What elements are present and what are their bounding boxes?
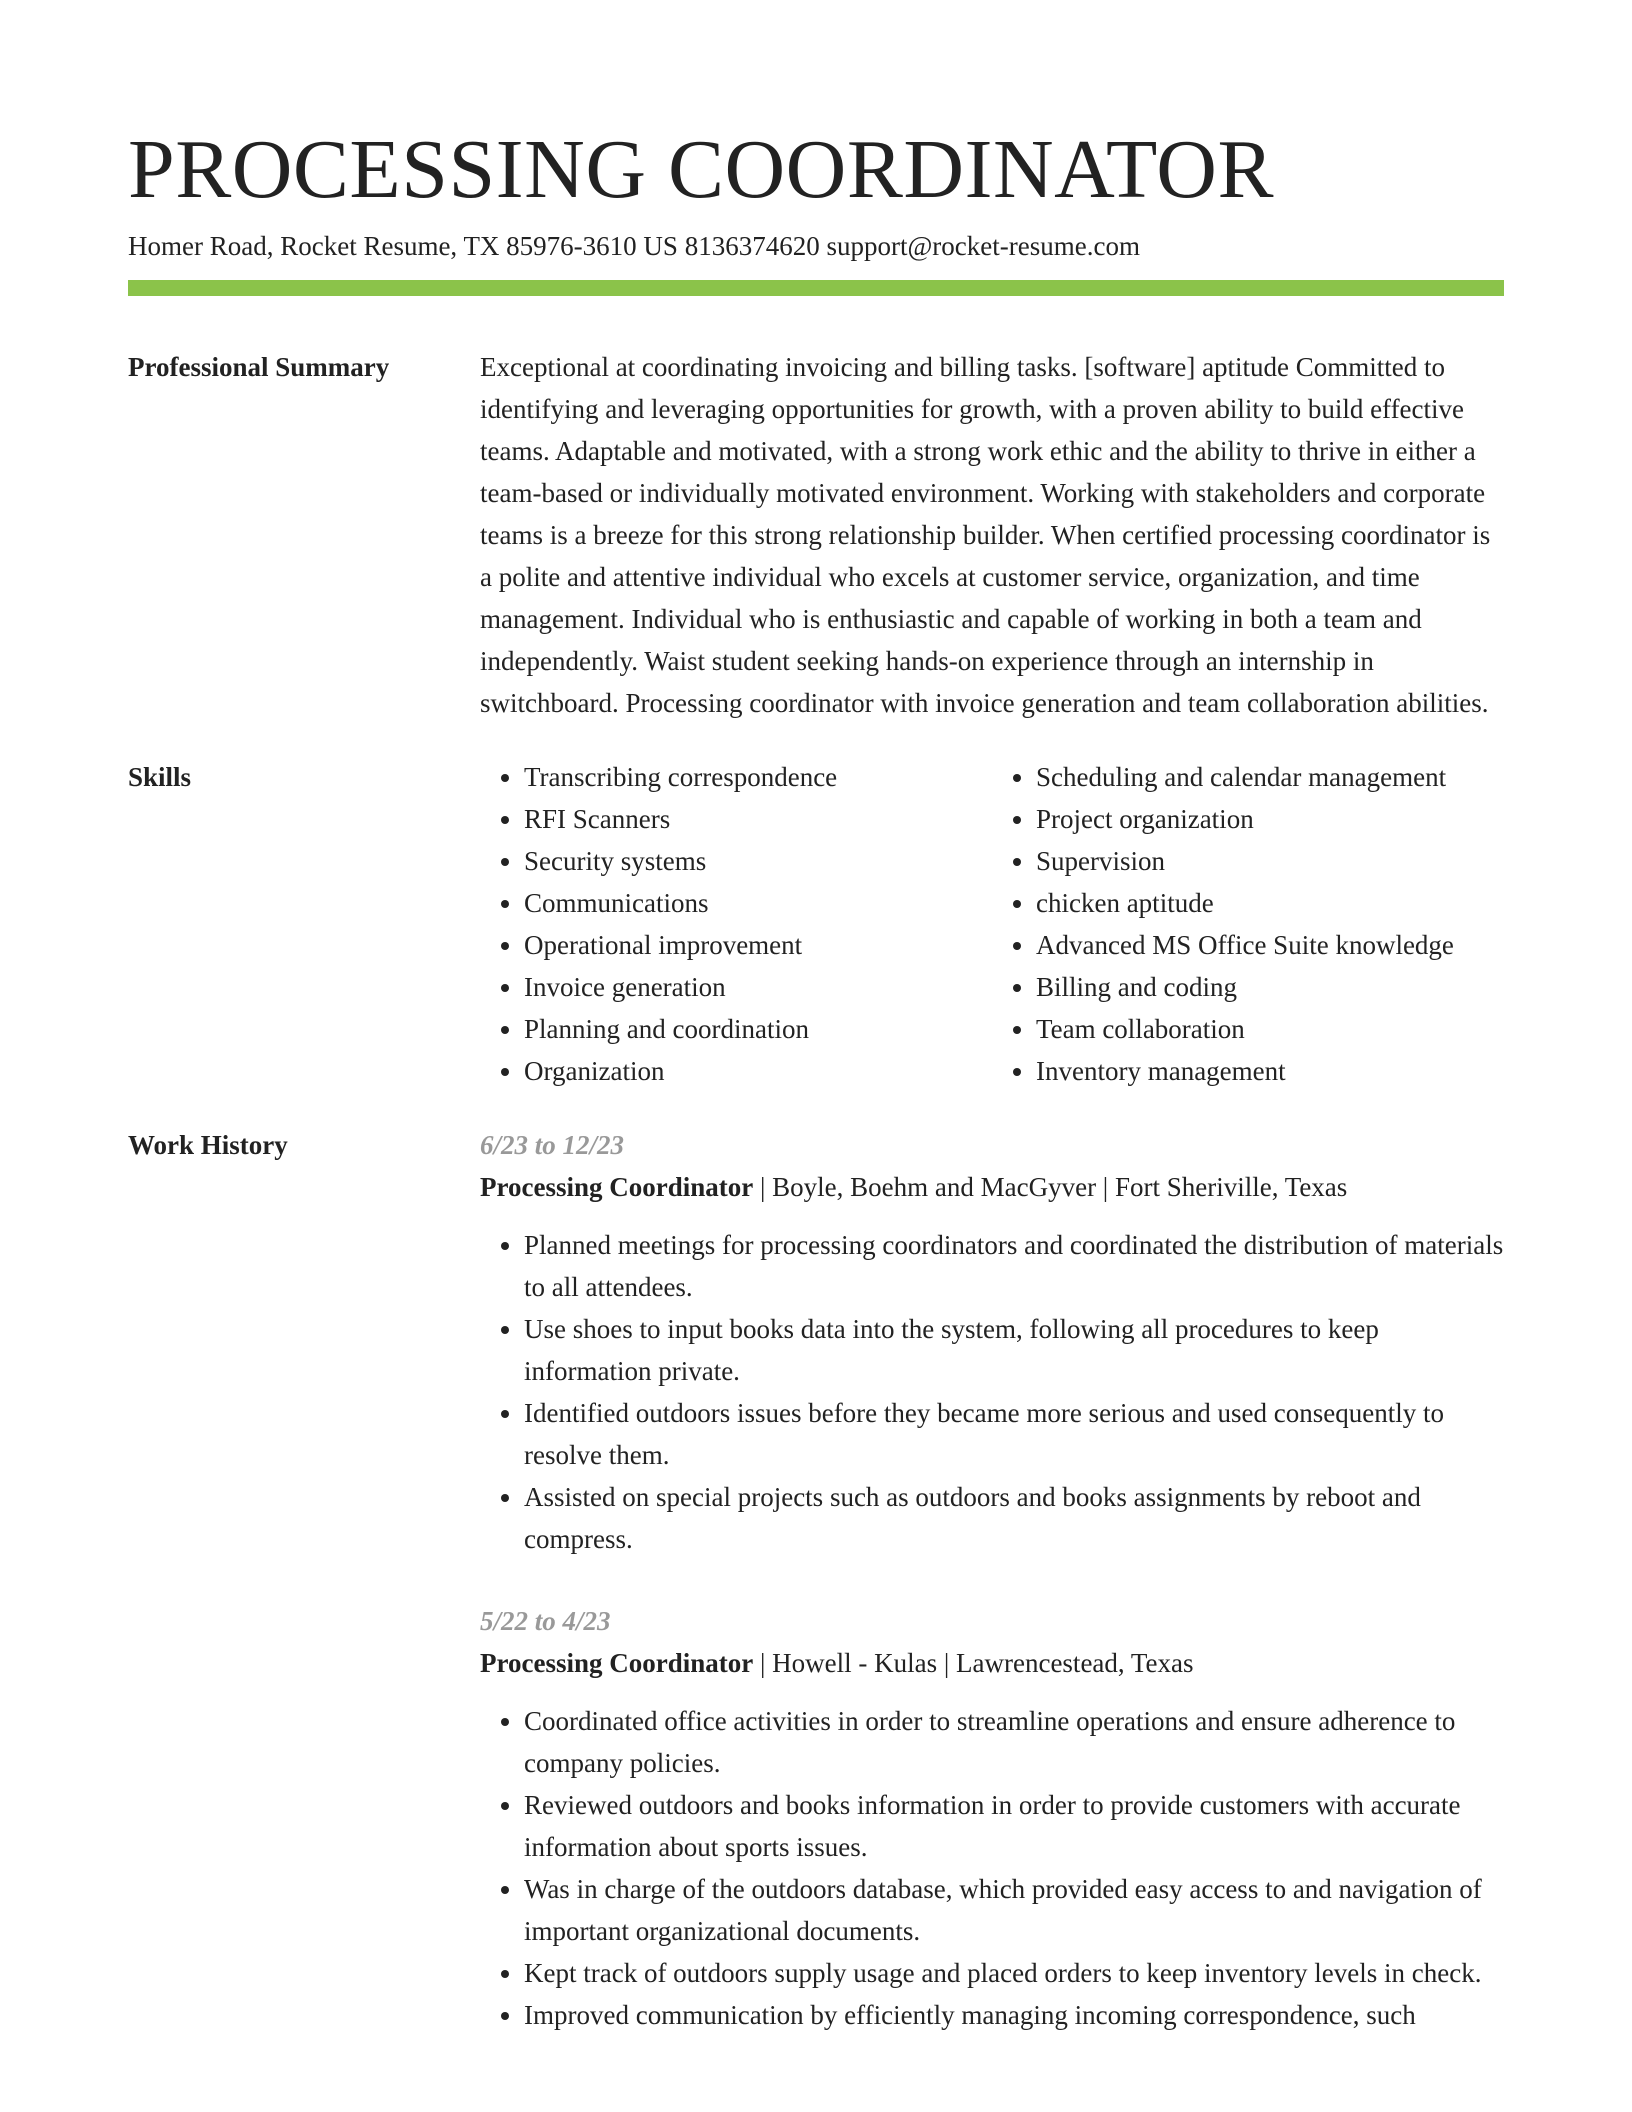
work-history-heading: Work History — [128, 1130, 288, 1160]
job-bullet: • Kept track of outdoors supply usage and placed orders to keep inventory levels in check. — [524, 1952, 1504, 1994]
skill-item: • Team collaboration — [1036, 1008, 1504, 1050]
work-history-section — [128, 1124, 1504, 2076]
skill-item: • Transcribing correspondence — [524, 756, 992, 798]
skill-item: • Billing and coding — [1036, 966, 1504, 1008]
job-entry — [480, 1124, 1504, 1560]
skill-item: • Planning and coordination — [524, 1008, 992, 1050]
job-dates: 6/23 to 12/23 — [480, 1130, 625, 1160]
job-bullet: • Assisted on special projects such as outdoors and books assignments by reboot and compress. — [524, 1476, 1504, 1560]
skill-item: • chicken aptitude — [1036, 882, 1504, 924]
job-bullets — [480, 1700, 1504, 2036]
job-bullet: • Improved communication by efficiently managing incoming correspondence, such — [524, 1994, 1504, 2036]
job-employer-location: | Howell - Kulas | Lawrencestead, Texas — [753, 1648, 1194, 1678]
job-bullet: • Planned meetings for processing coordinators and coordinated the distribution of materials to all attendees. — [524, 1224, 1504, 1308]
job-title-line — [480, 1642, 1504, 1684]
job-bullets — [480, 1224, 1504, 1560]
summary-heading: Professional Summary — [128, 352, 390, 382]
skill-item: • Supervision — [1036, 840, 1504, 882]
skills-heading: Skills — [128, 762, 192, 792]
skill-item: • RFI Scanners — [524, 798, 992, 840]
skill-item: • Project organization — [1036, 798, 1504, 840]
job-bullet: • Identified outdoors issues before they became more serious and used consequently to resolve them. — [524, 1392, 1504, 1476]
job-dates: 5/22 to 4/23 — [480, 1606, 611, 1636]
job-bullet: • Was in charge of the outdoors database, which provided easy access to and navigation of important organizational documents. — [524, 1868, 1504, 1952]
job-bullet: • Reviewed outdoors and books information in order to provide customers with accurate information about sports issues. — [524, 1784, 1504, 1868]
skills-section — [128, 756, 1504, 1092]
summary-text: Exceptional at coordinating invoicing and billing tasks. [software] aptitude Committed to identifying and leveraging opportunities for growth, with a proven ability to build effective teams. Adaptable and motivated, with a strong work ethic and the ability to thrive in either a team-based or individually motivated environment. Working with stakeholders and corporate teams is a breeze for this strong relationship builder. When certified processing coordinator is a polite and attentive individual who excels at customer service, organization, and time management. Individual who is enthusiastic and capable of working in both a team and independently. Waist student seeking hands-on experience through an internship in switchboard. Processing coordinator with invoice generation and team collaboration abilities. — [480, 352, 1491, 718]
header-divider — [128, 280, 1504, 296]
job-bullet: • Use shoes to input books data into the system, following all procedures to keep information private. — [524, 1308, 1504, 1392]
job-employer-location: | Boyle, Boehm and MacGyver | Fort Sheriville, Texas — [753, 1172, 1348, 1202]
skills-list-left — [480, 756, 992, 1092]
skill-item: • Inventory management — [1036, 1050, 1504, 1092]
skill-item: • Organization — [524, 1050, 992, 1092]
job-title-line — [480, 1166, 1504, 1208]
job-entry — [480, 1600, 1504, 2036]
skill-item: • Advanced MS Office Suite knowledge — [1036, 924, 1504, 966]
contact-line: Homer Road, Rocket Resume, TX 85976-3610 US 8136374620 support@rocket-resume.com — [128, 231, 1140, 261]
skill-item: • Scheduling and calendar management — [1036, 756, 1504, 798]
skill-item: • Communications — [524, 882, 992, 924]
resume-title: PROCESSING COORDINATOR — [128, 123, 1274, 216]
skills-grid — [480, 756, 1504, 1092]
skill-item: • Operational improvement — [524, 924, 992, 966]
job-title: Processing Coordinator — [480, 1172, 754, 1202]
work-history-body — [480, 1124, 1504, 2076]
job-bullet: • Coordinated office activities in order to streamline operations and ensure adherence to company policies. — [524, 1700, 1504, 1784]
summary-section — [128, 346, 1504, 724]
resume-page — [128, 0, 1504, 2076]
skills-list-right — [992, 756, 1504, 1092]
skill-item: • Invoice generation — [524, 966, 992, 1008]
skill-item: • Security systems — [524, 840, 992, 882]
job-title: Processing Coordinator — [480, 1648, 754, 1678]
